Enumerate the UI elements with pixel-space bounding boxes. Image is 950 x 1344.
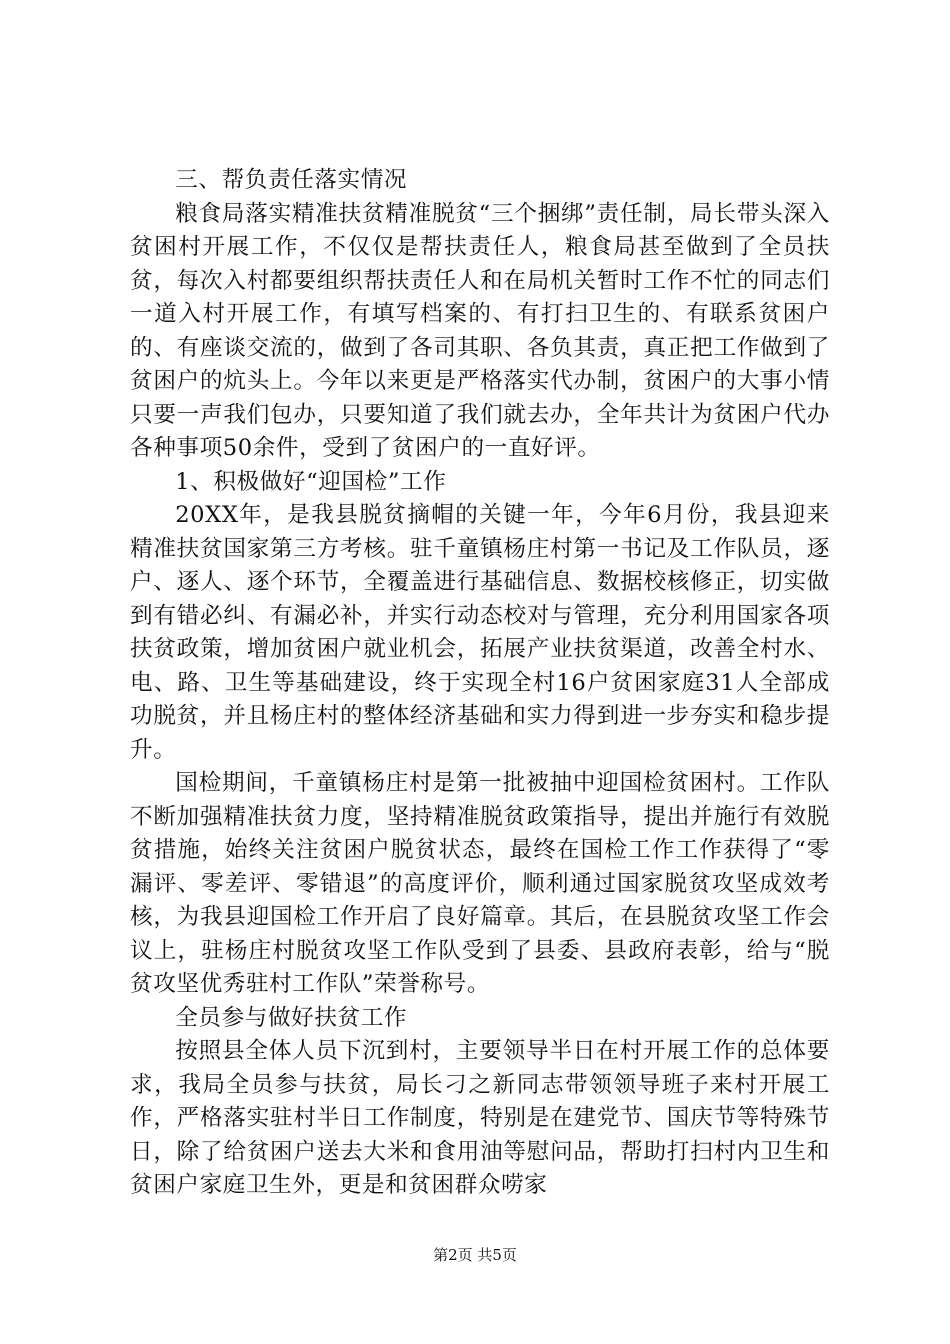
section-heading-all-staff: 全员参与做好扶贫工作 bbox=[175, 1004, 408, 1031]
paragraph-all-staff: 按照县全体人员下沉到村，主要领导半日在村开展工作的总体要求，我局全员参与扶贫，局长刁之新同志带领领导班子来村开展工作，严格落实驻村半日工作制度，特别是在建党节、国庆节等特殊节日，除了给贫困户送去大米和食用油等慰问品，帮助打扫村内卫生和贫困户家庭卫生外，更是和贫困群众唠家 bbox=[130, 1038, 830, 1198]
page-number-footer: 第2页 共5页 bbox=[433, 1246, 517, 1264]
paragraph-inspection-period: 国检期间，千童镇杨庄村是第一批被抽中迎国检贫困村。工作队不断加强精准扶贫力度，坚持精准脱贫政策指导，提出并施行有效脱贫措施，始终关注贫困户脱贫状态，最终在国检工作工作获得了“零漏评、零差评、零错退”的高度评价，顺利通过国家脱贫攻坚成效考核，为我县迎国检工作开启了良好篇章。其后，在县脱贫攻坚工作会议上，驻杨庄村脱贫攻坚工作队受到了县委、县政府表彰，给与“脱贫攻坚优秀驻村工作队”荣誉称号。 bbox=[130, 770, 830, 997]
paragraph-responsibility: 粮食局落实精准扶贫精准脱贫“三个捆绑”责任制，局长带头深入贫困村开展工作，不仅仅是帮扶责任人，粮食局甚至做到了全员扶贫，每次入村都要组织帮扶责任人和在局机关暂时工作不忙的同志们一道入村开展工作，有填写档案的、有打扫卫生的、有联系贫困户的、有座谈交流的，做到了各司其职、各负其责，真正把工作做到了贫困户的炕头上。今年以来更是严格落实代办制，贫困户的大事小情只要一声我们包办，只要知道了我们就去办，全年共计为贫困户代办各种事项50余件，受到了贫困户的一直好评。 bbox=[130, 200, 830, 461]
section-heading-responsibility: 三、帮负责任落实情况 bbox=[175, 167, 408, 193]
paragraph-national-inspection: 20XX年，是我县脱贫摘帽的关键一年，今年6月份，我县迎来精准扶贫国家第三方考核。驻千童镇杨庄村第一书记及工作队员，逐户、逐人、逐个环节，全覆盖进行基础信息、数据校核修正，切实做到有错必纠、有漏必补，并实行动态校对与管理，充分利用国家各项扶贫政策，增加贫困户就业机会，拓展产业扶贫渠道，改善全村水、电、路、卫生等基础建设，终于实现全村16户贫困家庭31人全部成功脱贫，并且杨庄村的整体经济基础和实力得到进一步夯实和稳步提升。 bbox=[130, 502, 830, 763]
section-heading-national-inspection: 1、积极做好“迎国检”工作 bbox=[175, 468, 447, 495]
document-body bbox=[130, 164, 830, 1203]
